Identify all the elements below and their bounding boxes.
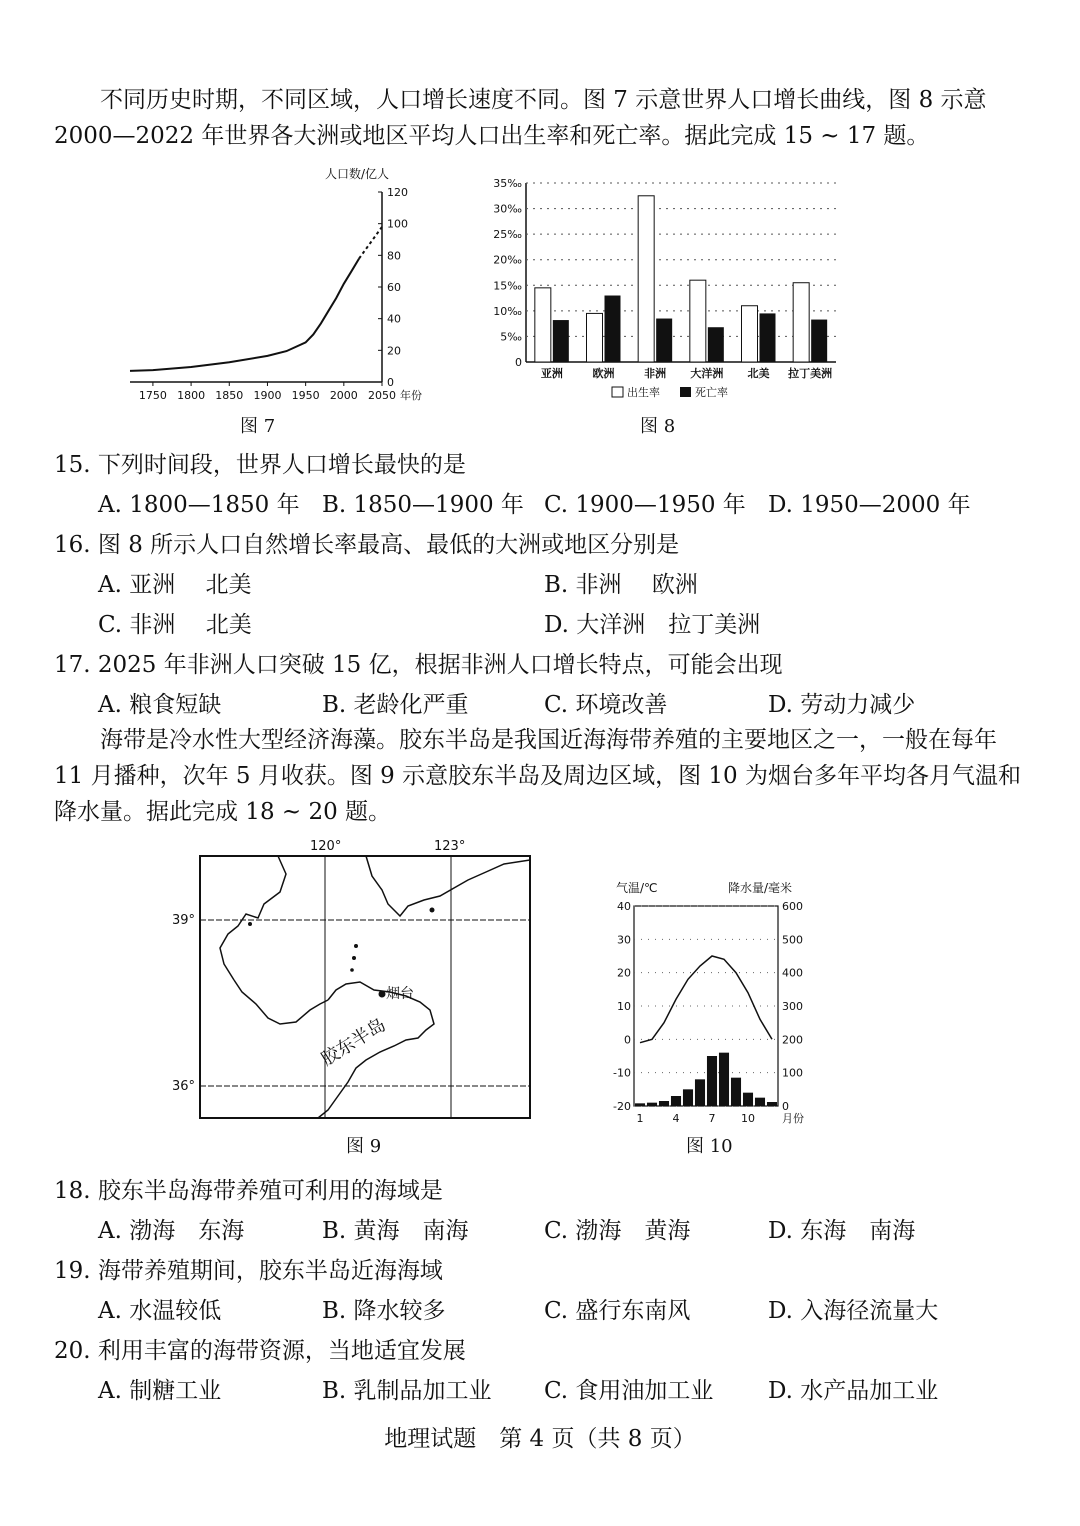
fig10-left-tick-label: 0 bbox=[624, 1033, 631, 1047]
legend-death-label: 死亡率 bbox=[695, 386, 728, 399]
q16-option-d[interactable]: D. 大洋洲 拉丁美洲 bbox=[544, 612, 761, 638]
precipitation-bar bbox=[635, 1103, 645, 1106]
precipitation-bar bbox=[671, 1096, 681, 1106]
yantai-label: 烟台 bbox=[386, 986, 414, 1002]
fig10-right-tick-label: 100 bbox=[782, 1066, 803, 1080]
q19-option-b[interactable]: B. 降水较多 bbox=[322, 1298, 446, 1324]
legend-birth-label: 出生率 bbox=[627, 386, 660, 399]
birth-rate-bar bbox=[742, 306, 758, 362]
fig7-caption: 图 7 bbox=[240, 416, 276, 437]
fig9-map bbox=[168, 834, 540, 1124]
birth-rate-bar bbox=[535, 288, 551, 362]
jiaodong-peninsula-label: 胶东半岛 bbox=[317, 1014, 390, 1071]
q17-option-a[interactable]: A. 粮食短缺 bbox=[98, 692, 222, 718]
q20-stem: 20. 利用丰富的海带资源，当地适宜发展 bbox=[54, 1338, 466, 1364]
fig7-projection-curve bbox=[359, 227, 382, 259]
q15-option-b[interactable]: B. 1850—1900 年 bbox=[322, 492, 524, 518]
q18-option-a[interactable]: A. 渤海 东海 bbox=[98, 1218, 245, 1244]
fig10-left-tick-label: -10 bbox=[613, 1066, 631, 1080]
fig10-left-tick-label: -20 bbox=[613, 1100, 631, 1113]
fig10-ylabel-right: 降水量/毫米 bbox=[728, 881, 793, 895]
page-footer: 地理试题 第 4 页（共 8 页） bbox=[384, 1426, 696, 1452]
fig7-x-tick-label: 1950 bbox=[291, 389, 320, 402]
precipitation-bar bbox=[719, 1053, 729, 1106]
legend-death-swatch bbox=[680, 387, 691, 397]
fig8-category-label: 北美 bbox=[747, 367, 770, 380]
q17-option-d[interactable]: D. 劳动力减少 bbox=[768, 692, 916, 718]
death-rate-bar bbox=[605, 296, 621, 362]
island bbox=[350, 968, 354, 972]
intro-2-line-2: 11 月播种，次年 5 月收获。图 9 示意胶东半岛及周边区域，图 10 为烟台多年平均各月气温和 bbox=[54, 763, 1021, 789]
fig10-x-tick-label: 7 bbox=[708, 1112, 716, 1125]
q17-option-b[interactable]: B. 老龄化严重 bbox=[322, 692, 469, 718]
precipitation-bar bbox=[755, 1098, 765, 1106]
q18-option-b[interactable]: B. 黄海 南海 bbox=[322, 1218, 469, 1244]
q16-option-a[interactable]: A. 亚洲 北美 bbox=[98, 572, 252, 598]
fig7-y-tick-label: 120 bbox=[387, 186, 408, 199]
fig10-right-tick-label: 400 bbox=[782, 966, 803, 980]
fig7-x-tick-label: 2050 bbox=[368, 389, 396, 402]
fig8-legend bbox=[612, 385, 728, 399]
fig8-y-tick-label: 15‰ bbox=[493, 279, 522, 293]
precipitation-bar bbox=[731, 1078, 741, 1106]
birth-rate-bar bbox=[587, 313, 603, 362]
fig8-y-tick-label: 20‰ bbox=[493, 253, 522, 267]
lat-label-36: 36° bbox=[172, 1079, 196, 1094]
birth-rate-bar bbox=[690, 280, 706, 362]
fig8-y-tick-label: 30‰ bbox=[493, 202, 522, 216]
fig7-y-tick-label: 40 bbox=[387, 312, 401, 326]
fig7-y-tick-label: 60 bbox=[387, 281, 401, 294]
fig8-birth-death-chart bbox=[480, 168, 850, 408]
birth-rate-bar bbox=[638, 196, 654, 362]
fig9-caption: 图 9 bbox=[346, 1136, 382, 1157]
fig10-right-tick-label: 300 bbox=[782, 1000, 803, 1013]
fig8-y-tick-label: 5‰ bbox=[500, 330, 522, 344]
fig8-category-label: 欧洲 bbox=[592, 367, 615, 380]
death-rate-bar bbox=[656, 319, 672, 362]
fig7-y-tick-label: 100 bbox=[387, 217, 408, 231]
fig7-x-tick-label: 2000 bbox=[329, 389, 358, 402]
lat-label-39: 39° bbox=[172, 913, 196, 928]
intro-2-line-3: 降水量。据此完成 18 ~ 20 题。 bbox=[54, 799, 392, 825]
precipitation-bar bbox=[683, 1089, 693, 1106]
fig10-x-tick-label: 1 bbox=[636, 1112, 644, 1125]
island bbox=[352, 956, 356, 960]
temperature-curve bbox=[640, 956, 772, 1043]
q19-option-c[interactable]: C. 盛行东南风 bbox=[544, 1298, 691, 1324]
island bbox=[354, 944, 358, 948]
fig7-x-tick-label: 1850 bbox=[215, 389, 244, 402]
fig8-category-label: 大洋洲 bbox=[690, 367, 724, 380]
fig7-y-tick-label: 20 bbox=[387, 344, 401, 358]
q20-option-c[interactable]: C. 食用油加工业 bbox=[544, 1378, 714, 1404]
precipitation-bar bbox=[695, 1079, 705, 1106]
fig8-y-tick-label: 0 bbox=[515, 356, 522, 369]
q20-option-a[interactable]: A. 制糖工业 bbox=[98, 1378, 222, 1404]
birth-rate-bar bbox=[793, 283, 809, 362]
q18-option-d[interactable]: D. 东海 南海 bbox=[768, 1218, 916, 1244]
fig10-right-tick-label: 500 bbox=[782, 933, 803, 947]
q16-option-b[interactable]: B. 非洲 欧洲 bbox=[544, 572, 698, 598]
fig10-left-tick-label: 10 bbox=[617, 1000, 631, 1013]
fig10-ylabel-left: 气温/℃ bbox=[616, 881, 658, 895]
fig7-x-tick-label: 1750 bbox=[138, 389, 167, 402]
q17-stem: 17. 2025 年非洲人口突破 15 亿，根据非洲人口增长特点，可能会出现 bbox=[54, 652, 783, 678]
q20-option-b[interactable]: B. 乳制品加工业 bbox=[322, 1378, 492, 1404]
intro-1-line-1: 不同历史时期，不同区域，人口增长速度不同。图 7 示意世界人口增长曲线，图 8 示意 bbox=[100, 87, 987, 113]
island bbox=[430, 908, 435, 913]
fig8-y-tick-label: 10‰ bbox=[493, 304, 522, 318]
precipitation-bar bbox=[743, 1093, 753, 1106]
fig7-population-chart bbox=[120, 160, 440, 405]
legend-birth-swatch bbox=[612, 387, 623, 397]
fig10-left-tick-label: 30 bbox=[617, 933, 631, 947]
yantai-marker bbox=[379, 991, 386, 998]
fig8-caption: 图 8 bbox=[640, 416, 676, 437]
fig7-y-tick-label: 80 bbox=[387, 249, 401, 263]
fig8-y-tick-label: 35‰ bbox=[493, 177, 522, 190]
fig10-right-tick-label: 600 bbox=[782, 900, 803, 913]
intro-2-line-1: 海带是冷水性大型经济海藻。胶东半岛是我国近海海带养殖的主要地区之一，一般在每年 bbox=[100, 727, 997, 753]
fig10-x-tick-label: 10 bbox=[741, 1112, 755, 1125]
fig7-x-axis-label: 年份 bbox=[400, 389, 422, 402]
q19-option-d[interactable]: D. 入海径流量大 bbox=[768, 1298, 939, 1324]
q19-option-a[interactable]: A. 水温较低 bbox=[98, 1298, 222, 1324]
intro-paragraph-2 bbox=[54, 722, 1026, 830]
fig10-caption: 图 10 bbox=[686, 1136, 733, 1157]
q15-option-c[interactable]: C. 1900—1950 年 bbox=[544, 492, 746, 518]
fig8-category-label: 非洲 bbox=[644, 367, 667, 380]
intro-paragraph-1 bbox=[54, 82, 1026, 154]
fig10-climate-chart bbox=[600, 870, 830, 1130]
precipitation-bar bbox=[659, 1101, 669, 1106]
fig8-category-label: 亚洲 bbox=[540, 367, 563, 380]
q19-stem: 19. 海带养殖期间，胶东半岛近海海域 bbox=[54, 1258, 443, 1284]
fig7-y-tick-label: 0 bbox=[387, 376, 394, 389]
fig8-y-tick-label: 25‰ bbox=[493, 228, 522, 242]
precipitation-bar bbox=[767, 1102, 777, 1106]
island bbox=[248, 922, 252, 926]
q16-stem: 16. 图 8 所示人口自然增长率最高、最低的大洲或地区分别是 bbox=[54, 532, 680, 558]
fig7-population-curve bbox=[130, 259, 359, 371]
precipitation-bar bbox=[707, 1056, 717, 1106]
fig10-x-axis-label: 月份 bbox=[782, 1112, 804, 1125]
q20-option-d[interactable]: D. 水产品加工业 bbox=[768, 1378, 939, 1404]
q15-option-d[interactable]: D. 1950—2000 年 bbox=[768, 492, 971, 518]
fig7-x-tick-label: 1900 bbox=[253, 389, 282, 402]
lon-label-120: 120° bbox=[310, 839, 342, 854]
fig10-right-tick-label: 0 bbox=[782, 1100, 789, 1113]
map-frame bbox=[200, 856, 530, 1118]
lon-label-123: 123° bbox=[434, 839, 466, 854]
fig7-x-tick-label: 1800 bbox=[177, 389, 206, 402]
death-rate-bar bbox=[760, 313, 776, 362]
death-rate-bar bbox=[553, 320, 569, 362]
q15-stem: 15. 下列时间段，世界人口增长最快的是 bbox=[54, 452, 466, 478]
fig8-category-label: 拉丁美洲 bbox=[788, 367, 833, 380]
q18-option-c[interactable]: C. 渤海 黄海 bbox=[544, 1218, 691, 1244]
precipitation-bar bbox=[647, 1103, 657, 1106]
death-rate-bar bbox=[708, 327, 724, 362]
q18-stem: 18. 胶东半岛海带养殖可利用的海域是 bbox=[54, 1178, 443, 1204]
fig7-ylabel: 人口数/亿人 bbox=[325, 167, 390, 181]
fig10-left-tick-label: 20 bbox=[617, 966, 631, 980]
fig10-x-tick-label: 4 bbox=[672, 1112, 680, 1125]
q17-option-c[interactable]: C. 环境改善 bbox=[544, 692, 668, 718]
death-rate-bar bbox=[811, 320, 827, 362]
fig10-left-tick-label: 40 bbox=[617, 900, 631, 913]
q15-option-a[interactable]: A. 1800—1850 年 bbox=[98, 492, 300, 518]
intro-1-line-2: 2000—2022 年世界各大洲或地区平均人口出生率和死亡率。据此完成 15 ~ 17 题。 bbox=[54, 123, 930, 149]
q16-option-c[interactable]: C. 非洲 北美 bbox=[98, 612, 252, 638]
fig10-right-tick-label: 200 bbox=[782, 1033, 803, 1047]
